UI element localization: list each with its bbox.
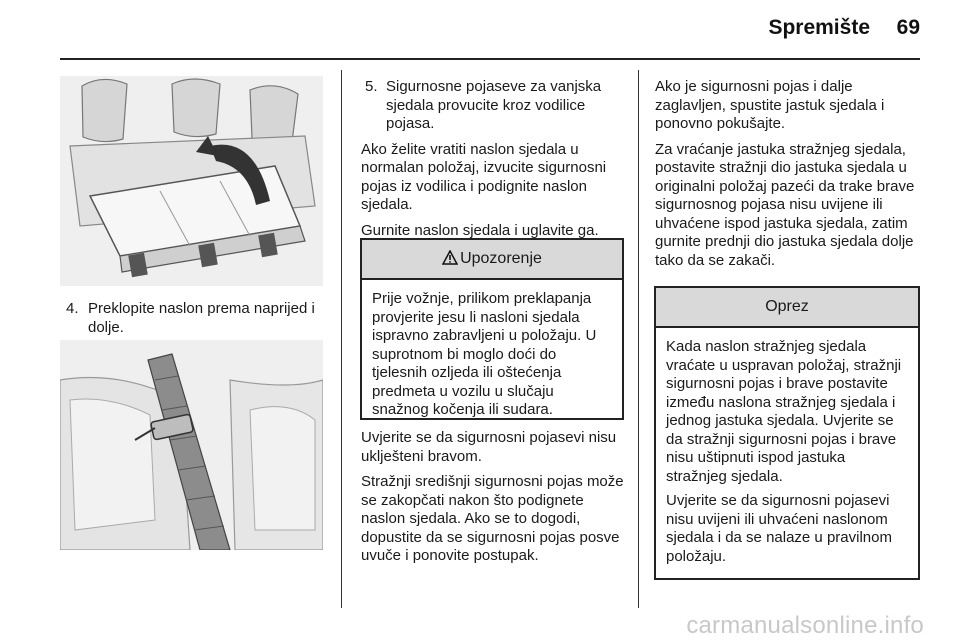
- caution-header: [656, 288, 918, 328]
- caution-title: Oprez: [765, 298, 809, 315]
- warning-box: [360, 238, 624, 420]
- step-5-number: 5.: [365, 78, 378, 95]
- step-4: [66, 300, 328, 337]
- caution-text-1: Kada naslon stražnjeg sjedala vraćate u uspravan položaj, stražnji sigurnosni pojas i brave postavite između naslona stražnjeg sjedala i jednog jastuka sjedala. Uvjerite se da stražnji sigurnosni pojas i brave nisu uštipnuti ispod jastuka stražnjeg sjedala.: [666, 338, 902, 485]
- column-divider-left: [341, 70, 342, 608]
- middle-column-lower: [361, 429, 626, 573]
- warning-title: Upozorenje: [460, 250, 542, 267]
- page-number: 69: [896, 16, 920, 39]
- paragraph-restore-seatback: Ako želite vratiti naslon sjedala u normalan položaj, izvucite sigurnosni pojas iz vodilica i podignite naslon sjedala.: [361, 140, 607, 213]
- right-column: [655, 78, 923, 277]
- seat-fold-illustration: [60, 76, 323, 286]
- paragraph-push-seatback: Gurnite naslon sjedala i uglavite ga.: [361, 221, 599, 239]
- paragraph-center-belt: Stražnji središnji sigurnosni pojas može se zakopčati nakon što podignete naslon sjedala. Ako se to dogodi, dopustite da se sigurnosni pojas posve uvuče i ponovite postupak.: [361, 473, 624, 564]
- warning-header: [362, 240, 622, 280]
- page-title: Spremište: [768, 16, 870, 39]
- warning-triangle-icon: [442, 242, 458, 280]
- paragraph-belts-not-trapped: Uvjerite se da sigurnosni pojasevi nisu uklješteni bravom.: [361, 429, 617, 465]
- middle-column: [361, 78, 626, 247]
- warning-text: Prije vožnje, prilikom preklapanja provjerite jesu li nasloni sjedala ispravno zabravljeni u položaju. U suprotnom bi moglo doći do tjelesnih ozljeda ili oštećenja predmeta u vozilu u slučaju snažnog kočenja ili sudara.: [372, 290, 597, 418]
- step-4-number: 4.: [66, 300, 79, 317]
- paragraph-belt-stuck: Ako je sigurnosni pojas i dalje zaglavljen, spustite jastuk sjedala i ponovno pokušajte.: [655, 78, 885, 132]
- caution-text-2: Uvjerite se da sigurnosni pojasevi nisu uvijeni ili uhvaćeni naslonom sjedala i da se nalaze u pravilnom položaju.: [666, 492, 892, 565]
- column-divider-right: [638, 70, 639, 608]
- caution-box: [654, 286, 920, 580]
- seat-belt-guide-illustration: [60, 340, 323, 550]
- step-4-text: Preklopite naslon prema naprijed i dolje.: [88, 300, 315, 336]
- step-5-text: Sigurnosne pojaseve za vanjska sjedala provucite kroz vodilice pojasa.: [386, 78, 602, 132]
- paragraph-restore-cushion: Za vraćanje jastuka stražnjeg sjedala, postavite stražnji dio jastuka sjedala u originalni položaj pazeći da trake brave sigurnosnog pojasa nisu uvijene ili uhvaćene ispod jastuka sjedala, zatim gurnite prednji dio jastuka sjedala dolje tako da se zakači.: [655, 140, 915, 269]
- header-divider: [60, 58, 920, 60]
- watermark: carmanualsonline.info: [686, 612, 924, 639]
